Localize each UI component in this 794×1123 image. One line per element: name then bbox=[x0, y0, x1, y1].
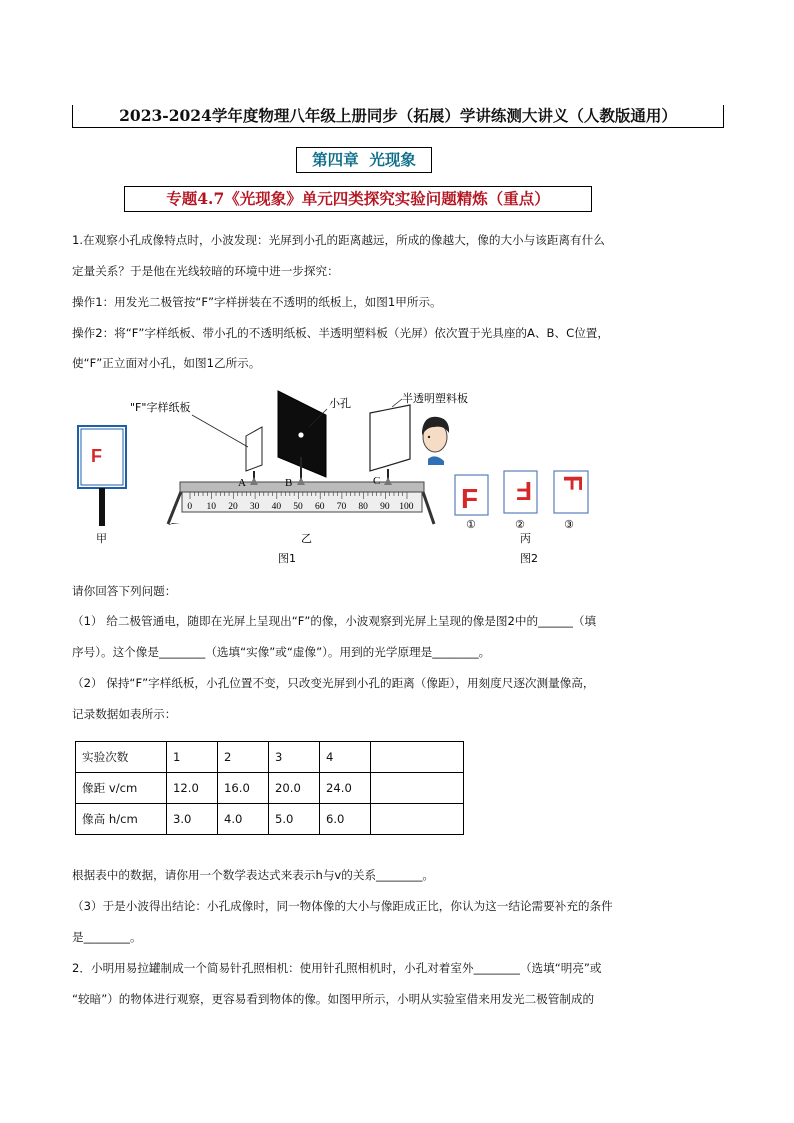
q1-s1a: （1） 给二极管通电，随即在光屏上呈现出“F”的像，小波观察到光屏上呈现的像是图2中的______（填 bbox=[72, 614, 597, 628]
optical-bench bbox=[168, 482, 434, 525]
q1-ask: 请你回答下列问题： bbox=[72, 584, 177, 598]
table-row bbox=[76, 804, 464, 835]
table-cell: 3.0 bbox=[167, 804, 218, 835]
table-cell: 24.0 bbox=[320, 773, 371, 804]
ruler-tick-label: 70 bbox=[336, 502, 347, 512]
table-cell bbox=[371, 773, 464, 804]
ruler-tick-label: 100 bbox=[399, 502, 414, 512]
table-header-row bbox=[76, 742, 464, 773]
board-c bbox=[370, 405, 410, 485]
data-table bbox=[75, 741, 464, 835]
experiment-figure bbox=[72, 385, 602, 575]
opt-2-label: ② bbox=[515, 518, 525, 531]
table-cell: 4 bbox=[320, 742, 371, 773]
table-cell: 16.0 bbox=[218, 773, 269, 804]
q1-line2: 定量关系？于是他在光线较暗的环境中进一步探究： bbox=[72, 264, 339, 278]
table-cell: 6.0 bbox=[320, 804, 371, 835]
table-row bbox=[76, 773, 464, 804]
q1-op2b: 使“F”正立面对小孔，如图1乙所示。 bbox=[72, 356, 261, 370]
q1-s2b: 记录数据如表所示： bbox=[72, 707, 177, 721]
ruler-tick-label: 0 bbox=[187, 502, 193, 512]
board-b bbox=[278, 391, 326, 485]
image-option-1 bbox=[455, 475, 488, 515]
ruler-tick-label: 30 bbox=[249, 502, 260, 512]
q1-after-table: 根据表中的数据，请你用一个数学表达式来表示h与v的关系________。 bbox=[72, 868, 435, 882]
observer-head bbox=[422, 417, 449, 465]
table-cell: 2 bbox=[218, 742, 269, 773]
table-cell: 12.0 bbox=[167, 773, 218, 804]
q1-s2a: （2） 保持“F”字样纸板，小孔位置不变，只改变光屏到小孔的距离（像距），用刻度尺逐次测量像高， bbox=[72, 676, 595, 690]
opt-3-label: ③ bbox=[564, 518, 574, 531]
table-cell: 实验次数 bbox=[76, 742, 167, 773]
table-cell bbox=[371, 804, 464, 835]
option-3-letter: F bbox=[558, 475, 588, 491]
ruler-tick-label: 90 bbox=[380, 502, 390, 512]
topic-title: 专题4.7《光现象》单元四类探究实验问题精炼（重点） bbox=[124, 186, 592, 212]
label-screen: 半透明塑料板 bbox=[402, 392, 468, 405]
table-cell: 5.0 bbox=[269, 804, 320, 835]
ruler-tick-label: 80 bbox=[358, 502, 368, 512]
table-cell bbox=[371, 742, 464, 773]
ruler-tick-label: 20 bbox=[228, 502, 238, 512]
pos-a: A bbox=[238, 477, 246, 489]
q1-line1: 1.在观察小孔成像特点时，小波发现：光屏到小孔的距离越远，所成的像越大，像的大小与该距离有什么 bbox=[72, 233, 605, 247]
table-cell: 像距 v/cm bbox=[76, 773, 167, 804]
table-cell: 1 bbox=[167, 742, 218, 773]
table-cell: 像高 h/cm bbox=[76, 804, 167, 835]
label-jia: 甲 bbox=[96, 532, 107, 545]
q1-op1: 操作1：用发光二极管按“F”字样拼装在不透明的纸板上，如图1甲所示。 bbox=[72, 295, 442, 309]
ruler-tick-label: 10 bbox=[206, 502, 216, 512]
ruler-tick-label: 50 bbox=[293, 502, 303, 512]
opt-1-label: ① bbox=[466, 518, 476, 531]
label-hole: 小孔 bbox=[329, 397, 351, 410]
pinhole bbox=[298, 432, 303, 437]
label-bing: 丙 bbox=[520, 532, 531, 545]
image-option-2 bbox=[504, 471, 537, 513]
table-cell: 3 bbox=[269, 742, 320, 773]
q1-s3b: 是________。 bbox=[72, 930, 142, 944]
image-option-3 bbox=[554, 471, 588, 513]
q2-line1: 2．小明用易拉罐制成一个简易针孔照相机：使用针孔照相机时，小孔对着室外________（选填“明亮”或 bbox=[72, 961, 602, 975]
chapter-title: 第四章 光现象 bbox=[296, 147, 432, 173]
pos-b: B bbox=[285, 477, 293, 489]
table-cell: 20.0 bbox=[269, 773, 320, 804]
q1-s3a: （3）于是小波得出结论：小孔成像时，同一物体像的大小与像距成正比，你认为这一结论需要补充的条件 bbox=[72, 899, 613, 913]
option-2-letter: F bbox=[516, 476, 532, 506]
board-a bbox=[246, 427, 262, 485]
fig1-caption: 图1 bbox=[278, 552, 296, 565]
ruler-tick-label: 60 bbox=[315, 502, 325, 512]
option-1-letter: F bbox=[461, 483, 479, 514]
table-cell: 4.0 bbox=[218, 804, 269, 835]
q2-line2: “较暗”）的物体进行观察，更容易看到物体的像。如图甲所示，小明从实验室借来用发光二极管制成的 bbox=[72, 992, 595, 1006]
q1-op2a: 操作2：将“F”字样纸板、带小孔的不透明纸板、半透明塑料板（光屏）依次置于光具座的A、B、C位置， bbox=[72, 326, 609, 340]
led-letter-f: F bbox=[91, 446, 102, 466]
pos-c: C bbox=[373, 475, 381, 487]
q1-s1b: 序号）。这个像是________（选填“实像”或“虚像”）。用到的光学原理是________。 bbox=[72, 645, 491, 659]
label-yi: 乙 bbox=[301, 532, 312, 545]
label-f-board: "F"字样纸板 bbox=[130, 401, 191, 414]
document-title: 2023-2024学年度物理八年级上册同步（拓展）学讲练测大讲义（人教版通用） bbox=[72, 105, 724, 128]
f-board-jia bbox=[78, 426, 126, 526]
ruler-tick-label: 40 bbox=[271, 502, 282, 512]
fig2-caption: 图2 bbox=[520, 552, 538, 565]
